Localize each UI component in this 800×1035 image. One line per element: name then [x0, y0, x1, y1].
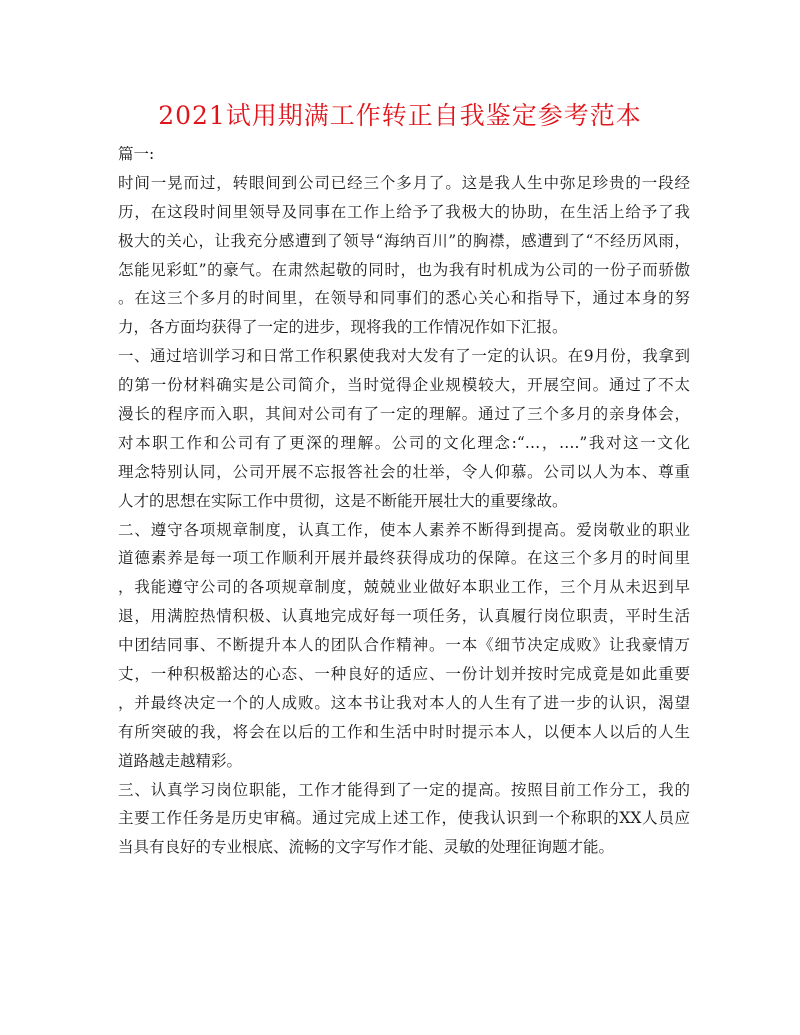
text-line: 力，各方面均获得了一定的进步，现将我的工作情况作如下汇报。 [118, 318, 568, 337]
text-line: 有所突破的我，将会在以后的工作和生活中时时提示本人，以便本人以后的人生 [118, 722, 690, 741]
text-line: 道德素养是每一项工作顺利开展并最终获得成功的保障。在这三个多月的时间里 [118, 549, 690, 568]
text-line: 人才的思想在实际工作中贯彻，这是不断能开展壮大的重要缘故。 [118, 491, 568, 510]
text-line: 三、认真学习岗位职能，工作才能得到了一定的提高。按照目前工作分工，我的 [118, 780, 690, 799]
document-title: 2021试用期满工作转正自我鉴定参考范本 [158, 101, 642, 130]
text-line: 丈，一种积极豁达的心态、一种良好的适应、一份计划并按时完成竟是如此重要 [118, 665, 690, 684]
text-line: 当具有良好的专业根底、流畅的文字写作才能、灵敏的处理征询题才能。 [118, 838, 615, 857]
document-body [118, 140, 690, 862]
text-line: 主要工作任务是历史审稿。通过完成上述工作，使我认识到一个称职的XX人员应 [118, 809, 690, 828]
text-line: 二、遵守各项规章制度，认真工作，使本人素养不断得到提高。爱岗敬业的职业 [118, 520, 690, 539]
text-line: 。在这三个多月的时间里，在领导和同事们的悉心关心和指导下，通过本身的努 [118, 289, 690, 308]
text-line: 道路越走越精彩。 [118, 751, 243, 770]
text-line: 时间一晃而过，转眼间到公司已经三个多月了。这是我人生中弥足珍贵的一段经 [118, 173, 690, 192]
text-line: 怎能见彩虹”的豪气。在肃然起敬的同时，也为我有时机成为公司的一份子而骄傲 [118, 260, 690, 279]
text-line: 中团结同事、不断提升本人的团队合作精神。一本《细节决定成败》让我豪情万 [118, 636, 690, 655]
text-line: 一、通过培训学习和日常工作积累使我对大发有了一定的认识。在9月份，我拿到 [118, 347, 690, 366]
text-line: 极大的关心，让我充分感遭到了领导“海纳百川”的胸襟，感遭到了“不经历风雨， [118, 231, 690, 250]
text-line: 的第一份材料确实是公司简介，当时觉得企业规模较大，开展空间。通过了不太 [118, 376, 690, 395]
text-line: 理念特别认同，公司开展不忘报答社会的壮举，令人仰慕。公司以人为本、尊重 [118, 462, 690, 481]
text-line: ，我能遵守公司的各项规章制度，兢兢业业做好本职业工作，三个月从未迟到早 [118, 578, 690, 597]
text-line: 漫长的程序而入职，其间对公司有了一定的理解。通过了三个多月的亲身体会， [118, 405, 690, 424]
text-line: 篇一: [118, 145, 155, 163]
text-line: ，并最终决定一个的人成败。这本书让我对本人的人生有了进一步的认识，渴望 [118, 693, 690, 712]
text-line: 退，用满腔热情积极、认真地完成好每一项任务，认真履行岗位职责，平时生活 [118, 607, 690, 626]
text-line: 历，在这段时间里领导及同事在工作上给予了我极大的协助，在生活上给予了我 [118, 202, 690, 221]
text-line: 对本职工作和公司有了更深的理解。公司的文化理念:“…，….”我对这一文化 [118, 433, 690, 452]
